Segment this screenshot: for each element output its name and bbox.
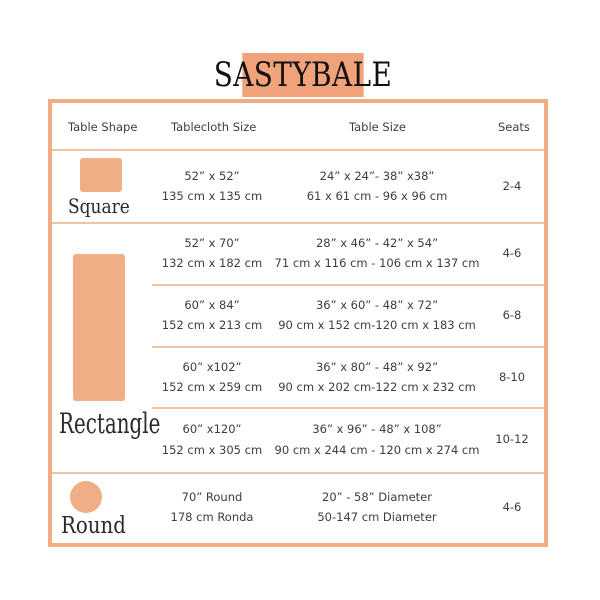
table-size-cm: 90 cm x 244 cm - 120 cm x 274 cm <box>274 443 480 457</box>
cloth-size-inches: 60” x102” <box>182 360 242 374</box>
square-label: Square <box>68 194 130 218</box>
brand-title: SASTYBALE <box>213 55 393 95</box>
table-size-cm: 90 cm x 152 cm-120 cm x 183 cm <box>278 318 476 332</box>
seats-value: 6-8 <box>502 308 522 322</box>
cloth-size-cm: 152 cm x 213 cm <box>161 318 263 332</box>
table-size-inches: 20” - 58” Diameter <box>322 490 432 504</box>
cloth-size-inches: 70” Round <box>181 490 243 504</box>
row-divider <box>52 222 544 224</box>
seats-value: 10-12 <box>495 432 529 446</box>
table-size-cm: 71 cm x 116 cm - 106 cm x 137 cm <box>274 256 480 270</box>
row-divider <box>152 284 544 286</box>
row-divider <box>152 346 544 348</box>
cloth-size-cm: 152 cm x 305 cm <box>161 443 263 457</box>
cloth-size-inches: 60” x120” <box>182 422 242 436</box>
seats-value: 4-6 <box>502 246 522 260</box>
square-shape-icon <box>80 158 122 192</box>
seats-value: 2-4 <box>502 179 522 193</box>
cloth-size-cm: 135 cm x 135 cm <box>161 189 263 203</box>
row-divider <box>152 407 544 409</box>
cloth-size-inches: 52” x 70” <box>184 236 240 250</box>
round-label: Round <box>61 513 126 539</box>
cloth-size-inches: 52” x 52” <box>184 169 240 183</box>
table-size-cm: 50-147 cm Diameter <box>317 510 437 524</box>
row-divider <box>52 149 544 151</box>
header-tablecloth-size: Tablecloth Size <box>171 120 257 134</box>
table-size-inches: 36” x 80” - 48” x 92” <box>315 360 439 374</box>
rectangle-label: Rectangle <box>59 407 161 440</box>
header-table-shape: Table Shape <box>68 120 138 134</box>
seats-value: 8-10 <box>498 370 526 384</box>
cloth-size-inches: 60” x 84” <box>184 298 240 312</box>
table-size-inches: 28” x 46” - 42” x 54” <box>315 236 439 250</box>
table-size-cm: 61 x 61 cm - 96 x 96 cm <box>306 189 448 203</box>
table-size-cm: 90 cm x 202 cm-122 cm x 232 cm <box>278 380 476 394</box>
header-seats: Seats <box>498 120 530 134</box>
table-size-inches: 24” x 24”- 38” x38” <box>319 169 435 183</box>
round-shape-icon <box>70 481 102 513</box>
header-table-size: Table Size <box>349 120 407 134</box>
cloth-size-cm: 132 cm x 182 cm <box>161 256 263 270</box>
row-divider <box>52 472 544 474</box>
table-size-inches: 36” x 96” - 48” x 108” <box>312 422 442 436</box>
rectangle-shape-icon <box>73 254 125 401</box>
cloth-size-cm: 152 cm x 259 cm <box>161 380 263 394</box>
seats-value: 4-6 <box>502 500 522 514</box>
table-size-inches: 36” x 60” - 48” x 72” <box>315 298 439 312</box>
cloth-size-cm: 178 cm Ronda <box>170 510 254 524</box>
